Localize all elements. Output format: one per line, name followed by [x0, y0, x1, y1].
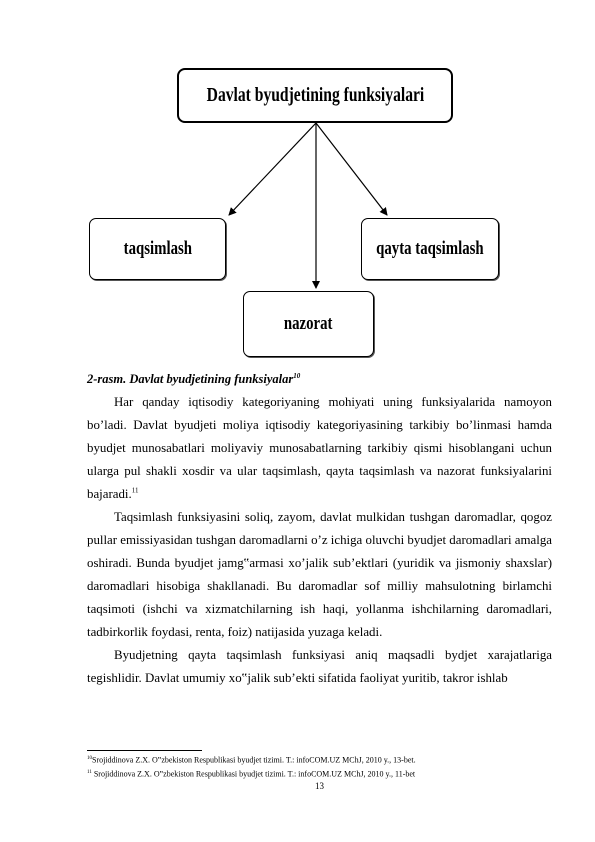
- diagram-right-label: qayta taqsimlash: [376, 238, 484, 259]
- diagram-right-box: [361, 218, 499, 280]
- footnotes: [87, 753, 416, 780]
- footnote-item: [87, 753, 416, 767]
- caption-footnote-mark: 10: [293, 372, 301, 380]
- page-number: 13: [315, 781, 324, 791]
- paragraph-text: Har qanday iqtisodiy kategoriyaning mohiyati uning funksiyalarida namoyon bo’ladi. Davlat byudjeti moliya iqtisodiy kategoriyasining tarkibiy bo’linmasi hamda byudjet munosabatlari moliyaviy munosabatlarning tarkibiy qismi hisoblangani uchun ularga pul shakli xosdir va ular taqsimlash, qayta taqsimlash va nazorat funksiyalarini bajaradi.: [87, 395, 552, 501]
- footnote-ref: 11: [131, 486, 139, 495]
- caption-text: 2-rasm. Davlat byudjetining funksiyalar: [87, 372, 294, 387]
- diagram-main-box: [177, 68, 453, 123]
- footnote-mark: 10: [87, 756, 92, 761]
- diagram-left-label: taqsimlash: [123, 238, 192, 259]
- diagram-main-title: Davlat byudjetining funksiyalari: [206, 84, 424, 106]
- arrow-to-left: [229, 123, 316, 215]
- footnote-text: Srojiddinova Z.X. O‟zbekiston Respublikasi byudjet tizimi. T.: infoCOM.UZ MChJ, 2010 y., 11-bet: [91, 769, 416, 779]
- paragraph-text: Byudjetning qayta taqsimlash funksiyasi aniq maqsadli bydjet xarajatlariga tegishlidir. Davlat umumiy xo‟jalik sub’ekti sifatida faoliyat yuritib, takror ishlab: [87, 648, 552, 685]
- paragraph-text: Taqsimlash funksiyasini soliq, zayom, davlat mulkidan tushgan daromadlar, qogoz pullar emissiyasidan tushgan daromadlarni o’z ichiga oluvchi byudjet daromadlari amalga oshiradi. Bunda byudjet jamg‟armasi xo’jalik sub’ektlari (yuridik va jismoniy shaxslar) daromadlari hisobiga shakllanadi. Bu daromadlar sof milliy mahsulotning birlamchi taqsimoti (ishchi va xizmatchilarning ish haqi, yollanma ishchilarning daromadlari, tadbirkorlik foydasi, renta, foiz) natijasida yuzaga keladi.: [87, 510, 552, 639]
- footnote-mark: 11: [87, 769, 92, 775]
- footnote-item: [87, 767, 416, 781]
- paragraph: [87, 391, 552, 506]
- figure-caption: [87, 372, 300, 387]
- footnote-separator: [87, 750, 202, 751]
- footnote-text: Srojiddinova Z.X. O‟zbekiston Respublikasi byudjet tizimi. T.: infoCOM.UZ MChJ, 2010 y., 13-bet.: [92, 755, 416, 765]
- budget-functions-diagram: [0, 0, 595, 362]
- diagram-bottom-label: nazorat: [284, 313, 333, 334]
- diagram-bottom-box: [243, 291, 374, 357]
- arrow-to-right: [316, 123, 387, 215]
- paragraph: [87, 644, 552, 690]
- body-text: [87, 391, 552, 690]
- paragraph: [87, 506, 552, 644]
- diagram-left-box: [89, 218, 226, 280]
